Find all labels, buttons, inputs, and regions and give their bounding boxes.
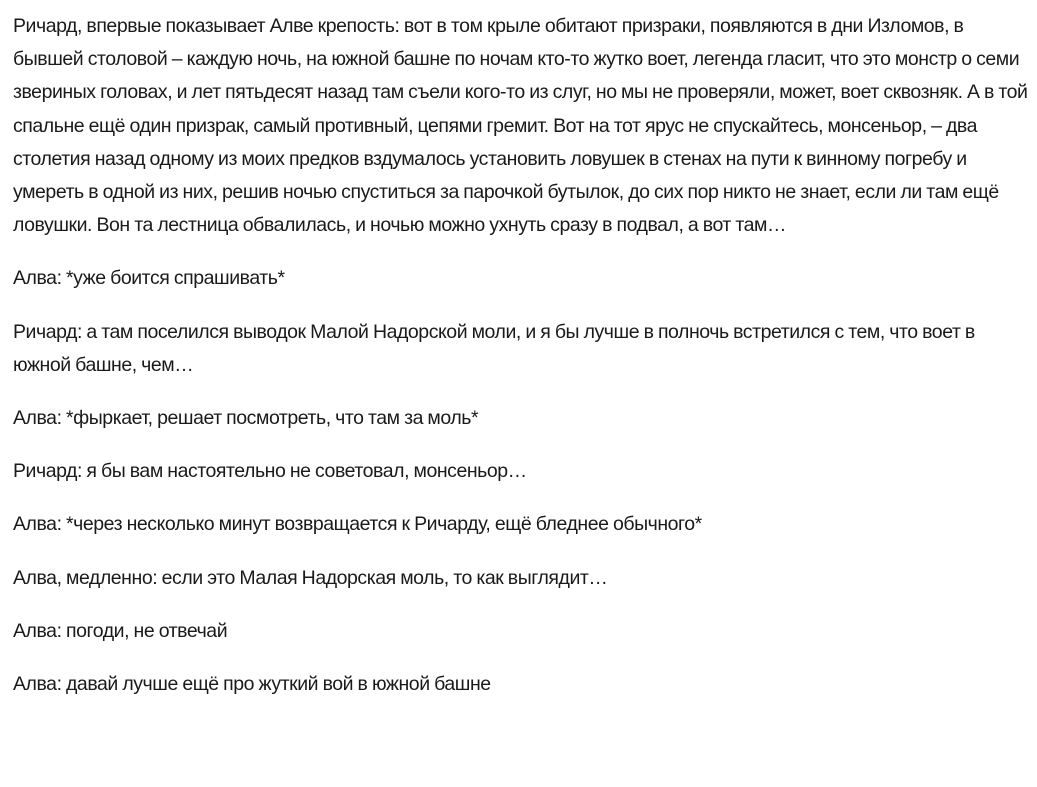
paragraph-alva-slowly: Алва, медленно: если это Малая Надорская моль, то как выглядит… [13,566,608,589]
paragraph-richard-warning: Ричард: я бы вам настоятельно не советовал, монсеньор… [13,460,527,483]
paragraph-alva-snorts: Алва: *фыркает, решает посмотреть, что там за моль* [13,407,479,430]
paragraph-richard-tour: Ричард, впервые показывает Алве крепость: вот в том крыле обитают призраки, появляются в дни Изломов, в бывшей столовой – каждую ночь, на южной башне по ночам кто-то жутко воет, легенда гласит, что это монстр о семи звериных головах, и лет пятьдесят назад там съели кого-то из слуг, но мы не проверяли, может, воет сквозняк. А в той спальне ещё один призрак, самый противный, цепями гремит. Вот на тот ярус не спускайтесь, монсеньор, – два столетия назад одному из моих предков вздумалось установить ловушек в стенах на пути к винному погребу и умереть в одной из них, решив ночью спуститься за парочкой бутылок, до сих пор никто не знает, если ли там ещё ловушки. Вон та лестница обвалилась, и ночью можно ухнуть сразу в подвал, а вот там… [13,15,1028,237]
paragraph-alva-returns: Алва: *через несколько минут возвращается к Ричарду, ещё бледнее обычного* [13,513,702,536]
paragraph-alva-wait: Алва: погоди, не отвечай [13,619,228,642]
paragraph-richard-moth: Ричард: а там поселился выводок Малой Надорской моли, и я бы лучше в полночь встретился с тем, что воет в южной башне, чем… [13,320,975,376]
paragraph-alva-afraid: Алва: *уже боится спрашивать* [13,267,285,290]
paragraph-alva-howl: Алва: давай лучше ещё про жуткий вой в южной башне [13,673,491,696]
document-body [13,10,1028,701]
